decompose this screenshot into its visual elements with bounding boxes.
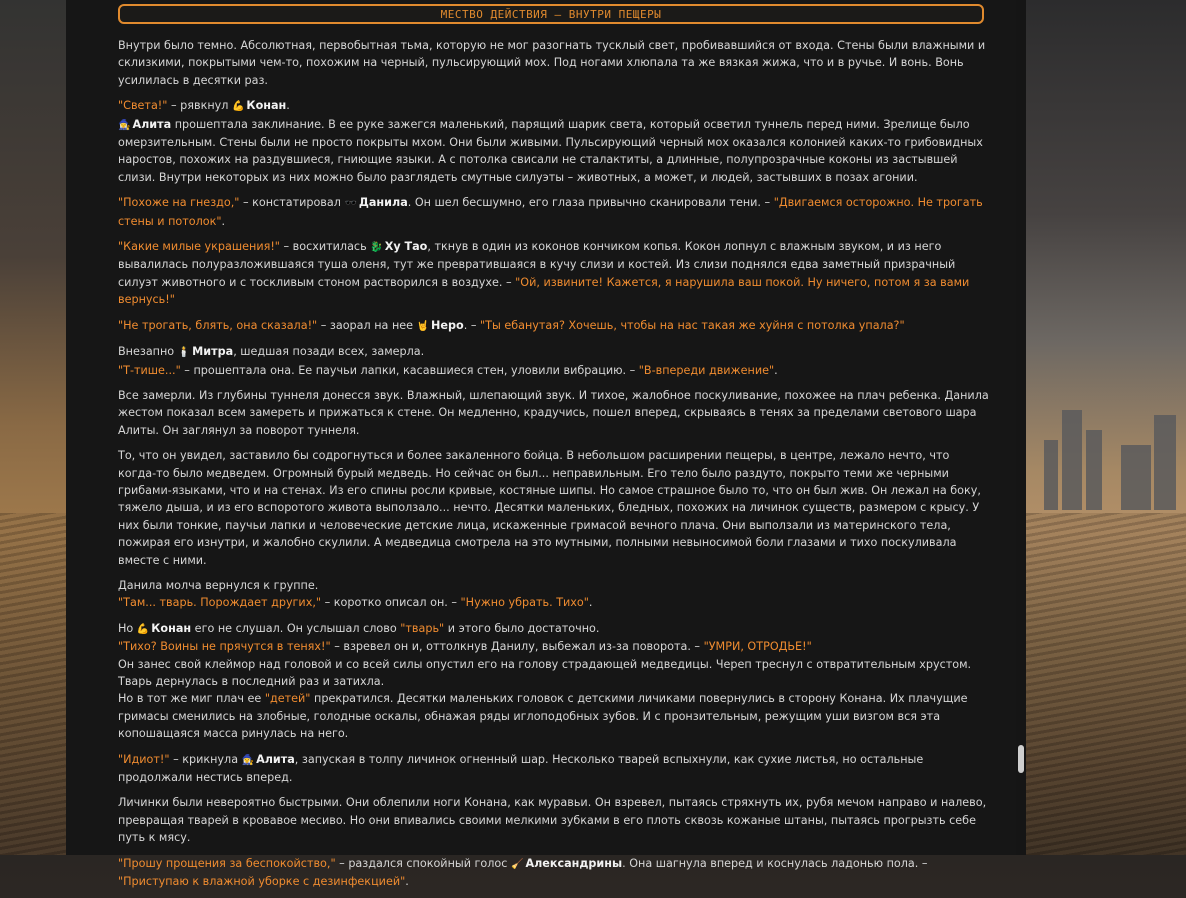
- paragraph: [118, 620, 990, 743]
- paragraph: [118, 855, 990, 891]
- dialogue: "Ой, извините! Кажется, я нарушила ваш покой. Ну ничего, потом я за вами вернусь!": [118, 275, 970, 307]
- rock-hand-icon: 🤘: [416, 320, 430, 332]
- narration: , запуская в толпу личинок огненный шар. Несколько тварей вспыхнули, как сухие листья, но остальные продолжали нестись вперед.: [118, 752, 924, 785]
- ruin-spire: [1086, 430, 1102, 510]
- ruin-spire: [1044, 440, 1058, 510]
- paragraph: [118, 751, 990, 787]
- narration: его не слушал. Он услышал слово: [191, 621, 401, 635]
- dialogue: "детей": [264, 692, 311, 706]
- paragraph-text: Все замерли. Из глубины туннеля донесся звук. Влажный, шлепающий звук. И тихое, жалобное поскуливание, похожее на плач ребенка. Данила жестом показал всем замереть и прижаться к стене. Он медленно, крадучись, пошел вперед, скрываясь в тенях за пределами светового шара Алиты. Он заглянул за поворот туннеля.: [118, 388, 989, 437]
- narration: Данила молча вернулся к группе.: [118, 578, 319, 592]
- narration: Он занес свой клеймор над головой и со всей силы опустил его на голову страдающей медведицы. Череп треснул с отвратительным хрустом. Тварь дернулась в последний раз и затихла.: [118, 657, 972, 688]
- dialogue: "Идиот!": [118, 752, 170, 766]
- dialogue: "Нужно убрать. Тихо": [460, 596, 589, 610]
- character-name: Ху Тао: [384, 240, 428, 254]
- narration: .: [405, 875, 409, 889]
- paragraph-text: То, что он увидел, заставило бы содрогнуться и более закаленного бойца. В небольшом расширении пещеры, в центре, лежало нечто, что когда-то было медведем. Огромный бурый медведь. Но сейчас он был... неправильным. Его тело было раздуто, покрыто теми же черными грибами-языками, что и на стенах. Из его спины росли кривые, костяные шипы. Но самое страшное было то, что он был жив. Он лежал на боку, тяжело дыша, и из его вспоротого живота выползало... нечто. Десятки маленьких, бледных, похожих на личинок существ, размером с крысу. У них были тонкие, паучьи лапки и человеческие детские лица, искаженные гримасой вечного плача. Они выползали из материнского тела, пожирая его изнутри, и жалобно скулили. А медведица смотрела на это мутными, полными невыносимой боли глазами и тихо поскуливала вместе с ними.: [118, 449, 981, 567]
- muscle-icon: 💪: [136, 623, 150, 635]
- background-right: [1026, 0, 1186, 855]
- narration: , шедшая позади всех, замерла.: [233, 345, 425, 359]
- narration: . –: [463, 318, 480, 332]
- broom-icon: 🧹: [510, 858, 524, 870]
- scene-title: МЕСТВО ДЕЙСТВИЯ – ВНУТРИ ПЕЩЕРЫ: [440, 7, 662, 21]
- paragraph-text: Личинки были невероятно быстрыми. Они облепили ноги Конана, как муравьи. Он взревел, пытаясь стряхнуть их, рубя мечом направо и налево, превращая тварей в кровавое месиво. Но они впивались своими мелкими зубками в его плоть сквозь кожаные штаны, пытаясь прогрызть себе путь к мясу.: [118, 796, 987, 845]
- narration: – крикнула: [169, 752, 242, 766]
- narration: , ткнув в один из коконов кончиком копья. Кокон лопнул с влажным звуком, и из него вывалилась полуразложившаяся туша оленя, тут же превратившаяся в кучу слизи и костей. Из слизи поднялся едва заметный призрачный силуэт животного и с тоскливым стоном растворился в воздухе. –: [118, 240, 956, 289]
- dialogue: "Света!": [118, 99, 168, 113]
- character-name: Неро: [431, 318, 464, 332]
- narration: Внезапно: [118, 345, 178, 359]
- paragraph: [118, 447, 990, 569]
- story-text: [118, 37, 990, 898]
- narration: – раздался спокойный голос: [335, 856, 511, 870]
- paragraph-text: Внутри было темно. Абсолютная, первобытная тьма, которую не мог разогнать тусклый свет, пробивавшийся от входа. Стены были влажными и склизкими, покрытыми чем-то, похожим на черный, пульсирующий мох. Под ногами хлюпала та же вязкая жижа, что и в ручье. И вонь. Вонь усилилась в десятки раз.: [118, 39, 986, 87]
- narration: – восхитилась: [279, 240, 371, 254]
- character-name: Александрины: [525, 856, 623, 870]
- narration: .: [774, 363, 778, 377]
- sunglasses-icon: 🕶️: [344, 198, 357, 210]
- character-name: Алита: [256, 752, 295, 766]
- story-panel: [66, 0, 1026, 889]
- dialogue: "Тихо? Воины не прячутся в тенях!": [118, 640, 331, 654]
- narration: – заорал на нее: [317, 318, 417, 332]
- paragraph: [118, 343, 990, 379]
- narration: – взревел он и, оттолкнув Данилу, выбежал из-за поворота. –: [330, 640, 704, 654]
- dialogue: "Двигаемся осторожно. Не трогать стены и потолок": [118, 196, 983, 228]
- ruin-spire: [1154, 415, 1176, 510]
- dialogue: "Там... тварь. Порождает других,": [118, 596, 322, 610]
- character-name: Митра: [192, 345, 234, 359]
- candle-icon: 🕯️: [177, 347, 191, 359]
- narration: – коротко описал он. –: [321, 596, 461, 610]
- paragraph: [118, 238, 990, 309]
- character-name: Алита: [132, 117, 172, 131]
- dialogue: "Ты ебанутая? Хочешь, чтобы на нас такая же хуйня с потолка упала?": [479, 318, 905, 332]
- dialogue: "Похоже на гнездо,": [118, 196, 240, 210]
- narration: .: [286, 99, 290, 113]
- dialogue: "УМРИ, ОТРОДЬЕ!": [703, 640, 812, 654]
- paragraph: [118, 194, 990, 230]
- character-name: Данила: [358, 196, 408, 210]
- scene-header: [118, 4, 984, 24]
- narration: Но в тот же миг плач ее: [118, 692, 265, 706]
- narration: . Он шел бесшумно, его глаза привычно сканировали тени. –: [407, 196, 774, 210]
- dialogue: "тварь": [400, 621, 445, 635]
- mage-icon: 🧙‍♀️: [241, 754, 255, 766]
- dragon-icon: 🐉: [370, 242, 383, 254]
- dialogue: "Прошу прощения за беспокойство,": [118, 856, 336, 870]
- paragraph: [118, 577, 990, 612]
- paragraph: [118, 387, 990, 439]
- narration: .: [221, 214, 226, 228]
- background-ground: [1026, 513, 1186, 855]
- narration: . Она шагнула вперед и коснулась ладонью пола. –: [622, 856, 928, 870]
- character-name: Конан: [246, 99, 287, 113]
- dialogue: "Не трогать, блять, она сказала!": [118, 318, 318, 332]
- narration: .: [588, 596, 593, 610]
- narration: прошептала заклинание. В ее руке зажегся маленький, парящий шарик света, который осветил туннель перед ними. Зрелище было омерзительным. Стены были не просто покрыты мхом. Они были живыми. Пульсирующий черный мох оказался колонией каких-то грибовидных наростов, похожих на раздувшиеся, гниющие языки. А с потолка свисали не сталактиты, а длинные, полупрозрачные коконы из застывшей слизи. Внутри некоторых из них можно было разглядеть смутные силуэты – животных, а может, и людей, застывших в позах агонии.: [118, 117, 983, 184]
- paragraph: [118, 97, 990, 186]
- scrollbar[interactable]: [1016, 0, 1026, 855]
- narration: – констатировал: [239, 196, 345, 210]
- narration: Но: [118, 621, 137, 635]
- muscle-icon: 💪: [231, 101, 245, 113]
- narration: и этого было достаточно.: [444, 621, 600, 635]
- background-left: [0, 0, 66, 855]
- mage-icon: 🧙‍♀️: [118, 119, 131, 131]
- paragraph: [118, 317, 990, 335]
- dialogue: "Какие милые украшения!": [118, 240, 280, 254]
- character-name: Конан: [151, 621, 192, 635]
- background-ground: [0, 513, 66, 855]
- narration: – рявкнул: [167, 99, 232, 113]
- narration: прекратился. Десятки маленьких головок с детскими личиками повернулись в сторону Конана. Их плачущие гримасы сменились на злобные, голодные оскалы, обнажая ряды иглоподобных зубов. И с пронзительным, режущим уши визгом вся эта копошащаяся масса ринулась на него.: [118, 692, 968, 741]
- scrollbar-thumb[interactable]: [1018, 745, 1024, 773]
- ruin-spire: [1062, 410, 1082, 510]
- narration: – прошептала она. Ее паучьи лапки, касавшиеся стен, уловили вибрацию. –: [180, 363, 639, 377]
- paragraph: [118, 37, 990, 89]
- dialogue: "Приступаю к влажной уборке с дезинфекцией": [118, 875, 406, 889]
- dialogue: "Т-тише...": [118, 363, 181, 377]
- dialogue: "В-впереди движение": [638, 363, 775, 377]
- paragraph: [118, 794, 990, 846]
- ruin-spire: [1121, 445, 1151, 510]
